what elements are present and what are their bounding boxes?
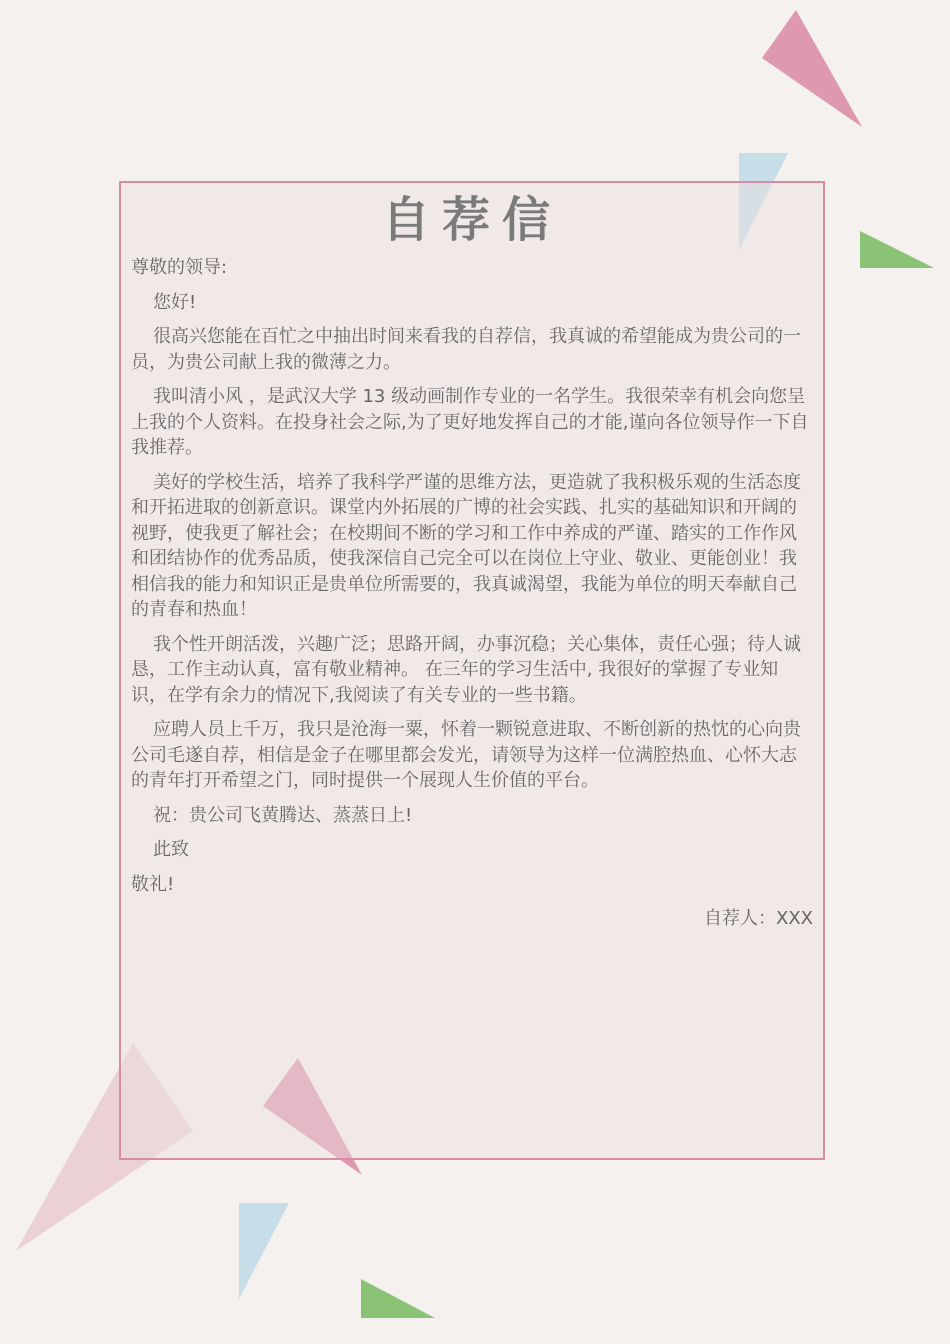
- paragraph-3: 美好的学校生活，培养了我科学严谨的思维方法，更造就了我积极乐观的生活态度和开拓进取的创新意识。课堂内外拓展的广博的社会实践、扎实的基础知识和开阔的视野，使我更了解社会；在校期间不断的学习和工作中养成的严谨、踏实的工作作风和团结协作的优秀品质，使我深信自己完全可以在岗位上守业、敬业、更能创业！我相信我的能力和知识正是贵单位所需要的，我真诚渴望，我能为单位的明天奉献自己的青春和热血！: [131, 471, 801, 620]
- letter-title: 自荐信: [381, 192, 562, 248]
- closing-jingli: 敬礼!: [131, 873, 175, 895]
- salutation: 尊敬的领导:: [131, 257, 228, 278]
- paragraph-2: 我叫清小风 ，是武汉大学 13 级动画制作专业的一名学生。我很荣幸有机会向您呈上我的个人资料。在投身社会之际,为了更好地发挥自己的才能,谨向各位领导作一下自我推荐。: [131, 386, 809, 458]
- paragraph-5: 应聘人员上千万，我只是沧海一粟，怀着一颗锐意进取、不断创新的热忱的心向贵公司毛遂自荐，相信是金子在哪里都会发光，请领导为这样一位满腔热血、心怀大志的青年打开希望之门，同时提供一个展现人生价值的平台。: [131, 719, 801, 791]
- pink-triangle-top-right: [762, 10, 862, 127]
- letter-body: [131, 255, 813, 941]
- closing-cizhi: 此致: [153, 839, 189, 860]
- wish-line: 祝：贵公司飞黄腾达、蒸蒸日上!: [153, 804, 413, 826]
- green-triangle-right: [860, 231, 934, 268]
- green-triangle-bottom: [361, 1279, 435, 1318]
- paragraph-4: 我个性开朗活泼，兴趣广泛；思路开阔，办事沉稳；关心集体，责任心强；待人诚恳，工作主动认真，富有敬业精神。 在三年的学习生活中, 我很好的掌握了专业知识，在学有余力的情况下,我阅读了有关专业的一些书籍。: [131, 633, 801, 706]
- signature: 自荐人：XXX: [704, 908, 813, 929]
- blue-triangle-bottom: [239, 1203, 289, 1299]
- paragraph-1: 很高兴您能在百忙之中抽出时间来看我的自荐信，我真诚的希望能成为贵公司的一员，为贵公司献上我的微薄之力。: [131, 326, 801, 373]
- greeting: 您好!: [153, 291, 197, 313]
